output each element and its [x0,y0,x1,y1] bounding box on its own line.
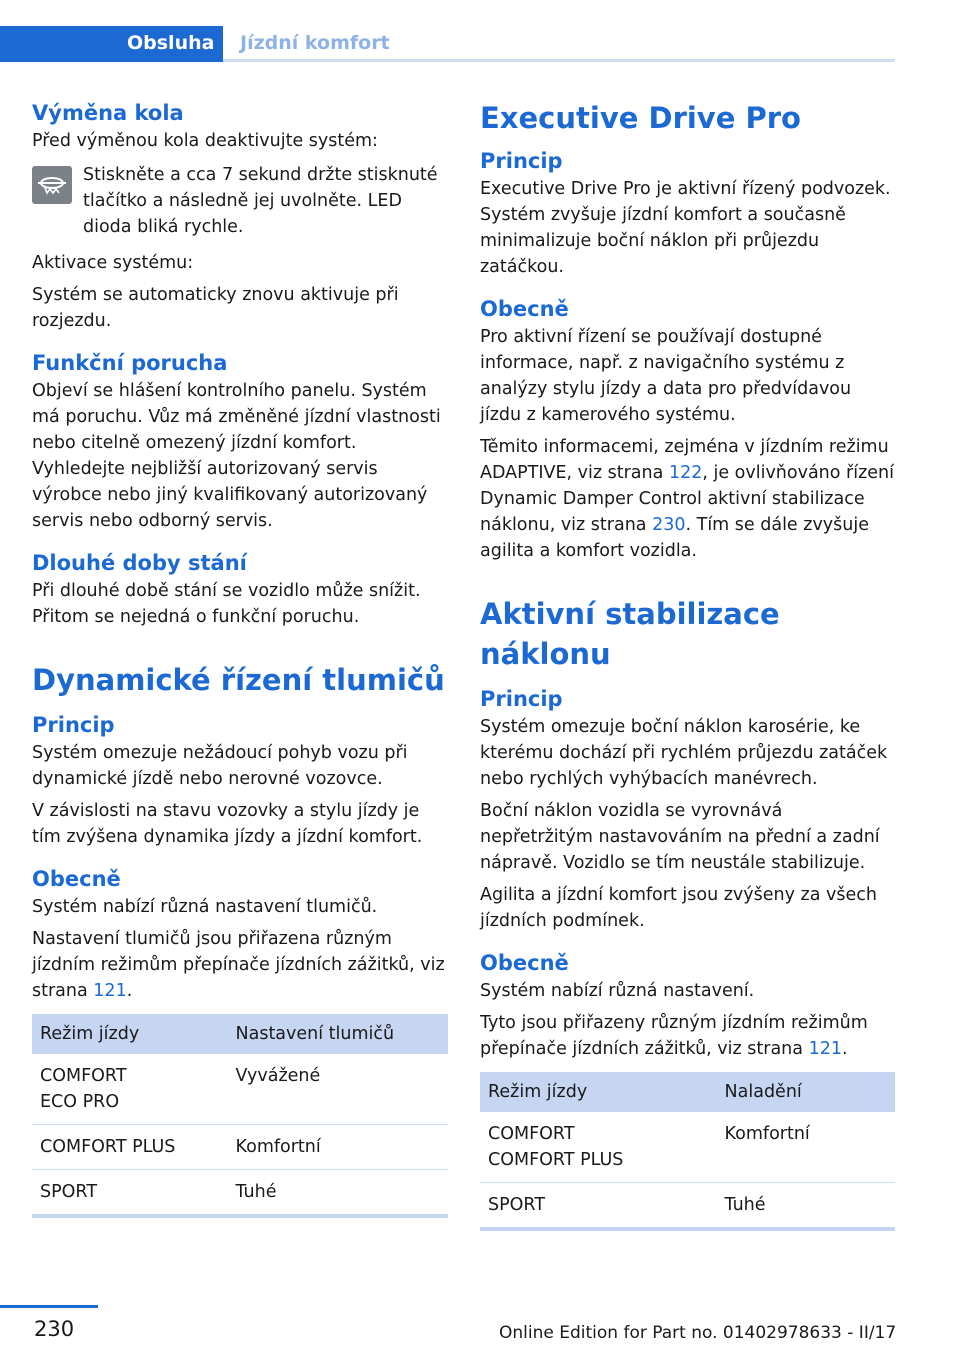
ars-general-paragraph-1: Systém nabízí různá nastavení. [480,981,755,1001]
heading-general: Obecně [32,867,121,891]
table-header: Režim jízdy [480,1072,717,1112]
activation-label: Aktivace systému: [32,253,194,273]
heading-fault: Funkční porucha [32,351,228,375]
table-row: SPORT Tuhé [32,1170,448,1217]
right-column [480,98,895,1231]
tuning-table [480,1072,895,1231]
general-paragraph-2: Nastavení tlumičů jsou přiřazena různým jízdním režimům přepínače jízdních zážitků, viz strana 121. [32,929,445,1001]
heading-principle: Princip [32,713,115,737]
heading-dynamic-damper: Dynamické řízení tlumičů [32,663,445,697]
general-paragraph-1: Systém nabízí různá nastavení tlumičů. [32,897,378,917]
table-header: Naladění [717,1072,895,1112]
edp-general-paragraph-2: Těmito informacemi, zejména v jízdním režimu ADAPTIVE, viz strana 122, je ovlivňováno řízení Dynamic Damper Control aktivní stabilizace náklonu, viz strana 230. Tím se dále zvyšuje agilita a komfort vozidla. [480,437,895,561]
left-column [32,98,448,1218]
page-ref-121[interactable]: 121 [93,981,127,1001]
heading-principle: Princip [480,149,563,173]
page-ref-230[interactable]: 230 [652,515,686,535]
icon-instruction [32,162,448,240]
activation-paragraph: Systém se automaticky znovu aktivuje při rozjezdu. [32,285,399,331]
ars-paragraph-1: Systém omezuje boční náklon karosérie, ke kterému dochází při rychlém průjezdu zatáček nebo rychlých vyhýbacích manévrech. [480,717,888,789]
ars-paragraph-2: Boční náklon vozidla se vyrovnává nepřetržitým nastavováním na přední a zadní nápravě. Vozidlo se tím neustále stabilizuje. [480,801,880,873]
table-row: SPORT Tuhé [480,1183,895,1230]
edp-principle-paragraph: Executive Drive Pro je aktivní řízený podvozek. Systém zvyšuje jízdní komfort a současně minimalizuje boční náklon při průjezdu zatáčkou. [480,179,891,277]
wheel-paragraph: Před výměnou kola deaktivujte systém: [32,131,378,151]
heading-general: Obecně [480,297,569,321]
heading-general: Obecně [480,951,569,975]
edition-text: Online Edition for Part no. 01402978633 - II/17 [499,1323,897,1343]
standing-paragraph: Při dlouhé době stání se vozidlo může snížit. Přitom se nejedná o funkční poruchu. [32,581,421,627]
tab-obsluha[interactable]: Obsluha [0,26,223,62]
ars-general-paragraph-2: Tyto jsou přiřazeny různým jízdním režimům přepínače jízdních zážitků, viz strana 121. [480,1013,868,1059]
heading-active-roll-stabilization: Aktivní stabilizace náklonu [480,597,780,671]
table-row: COMFORT PLUS Komfortní [32,1125,448,1170]
tab-jizdni-komfort[interactable]: Jízdní komfort [240,32,390,54]
heading-wheel-change: Výměna kola [32,101,184,125]
heading-long-standing: Dlouhé doby stání [32,551,247,575]
icon-instruction-text: Stiskněte a cca 7 sekund držte stisknuté tlačítko a následně jej uvolněte. LED dioda bliká rychle. [83,165,438,237]
page-ref-122[interactable]: 122 [668,463,703,483]
edp-general-paragraph-1: Pro aktivní řízení se používají dostupné informace, např. z navigačního systému z analýzy stylu jízdy a data pro předvídavou jízdu z kamerového systému. [480,327,852,425]
damper-table [32,1014,448,1218]
heading-principle: Princip [480,687,563,711]
principle-paragraph-1: Systém omezuje nežádoucí pohyb vozu při dynamické jízdě nebo nerovné vozovce. [32,743,408,789]
page-ref-121[interactable]: 121 [808,1039,842,1059]
page-number: 230 [34,1317,75,1341]
table-header: Režim jízdy [32,1014,228,1054]
damper-button-icon [32,166,72,204]
ars-paragraph-3: Agilita a jízdní komfort jsou zvýšeny za všech jízdních podmínek. [480,885,877,931]
principle-paragraph-2: V závislosti na stavu vozovky a stylu jízdy je tím zvýšena dynamika jízdy a jízdní komfort. [32,801,423,847]
top-bar [0,0,895,62]
table-row: COMFORT COMFORT PLUS Komfortní [480,1112,895,1183]
heading-executive-drive-pro: Executive Drive Pro [480,101,801,135]
table-row: COMFORT ECO PRO Vyvážené [32,1054,448,1125]
footer-accent-line [0,1305,98,1308]
fault-paragraph: Objeví se hlášení kontrolního panelu. Systém má poruchu. Vůz má změněné jízdní vlastnosti nebo citelně omezený jízdní komfort. Vyhledejte nejbližší autorizovaný servis výrobce nebo jiný kvalifikovaný autorizovaný servis nebo odborný servis. [32,381,441,531]
header-divider [223,59,895,62]
table-header: Nastavení tlumičů [228,1014,448,1054]
